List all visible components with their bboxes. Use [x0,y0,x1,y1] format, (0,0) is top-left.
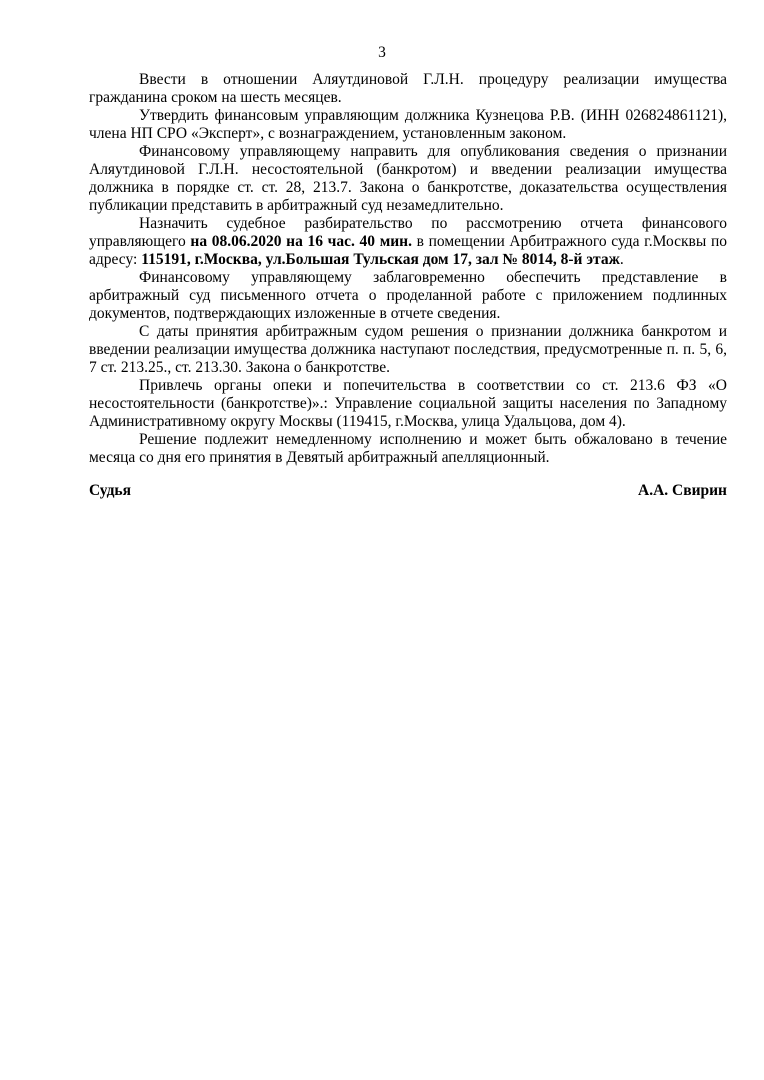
paragraph-publication: Финансовому управляющему направить для опубликования сведения о признании Аляутдиновой Г.Л.Н. несостоятельной (банкротом) и введении реализации имущества должника в порядке ст. ст. 28, 213.7. Закона о банкротстве, доказательства осуществления публикации представить в арбитражный суд незамедлительно. [89,143,727,214]
paragraph-financial-manager: Утвердить финансовым управляющим должника Кузнецова Р.В. (ИНН 026824861121), члена НП СРО «Эксперт», с вознаграждением, установленным законом. [89,107,727,142]
hearing-text-1: Назначить судебное разбирательство по рассмотрению отчета финансового управляющего [89,215,727,250]
page-number: 3 [378,44,386,61]
paragraph-guardianship: Привлечь органы опеки и попечительства в соответствии со ст. 213.6 ФЗ «О несостоятельности (банкротстве)».: Управление социальной защиты населения по Западному Административному округу Москвы (119415, г.Москва, улица Удальцова, дом 4). [89,377,727,430]
paragraph-hearing [89,215,727,269]
signature-block [89,481,727,501]
judge-title: Судья [89,482,132,499]
paragraph-report: Финансовому управляющему заблаговременно обеспечить представление в арбитражный суд письменного отчета о проделанной работе с приложением подлинных документов, подтверждающих изложенные в отчете сведения. [89,269,727,322]
hearing-text-2: в помещении Арбитражного суда г.Москвы по адресу: [89,233,727,268]
hearing-address: 115191, г.Москва, ул.Большая Тульская дом 17, зал № 8014, 8-й этаж [141,251,620,268]
paragraph-procedure: Ввести в отношении Аляутдиновой Г.Л.Н. процедуру реализации имущества гражданина сроком на шесть месяцев. [89,71,727,106]
hearing-text-3: . [619,251,624,268]
judge-name: А.А. Свирин [638,482,727,499]
paragraph-execution: Решение подлежит немедленному исполнению и может быть обжаловано в течение месяца со дня его принятия в Девятый арбитражный апелляционный. [89,431,727,466]
paragraph-consequences: С даты принятия арбитражным судом решения о признании должника банкротом и введении реализации имущества должника наступают последствия, предусмотренные п. п. 5, 6, 7 ст. 213.25., ст. 213.30. Закона о банкротстве. [89,323,727,376]
hearing-date: на 08.06.2020 на 16 час. 40 мин. [190,233,412,250]
decision-body [89,71,727,467]
